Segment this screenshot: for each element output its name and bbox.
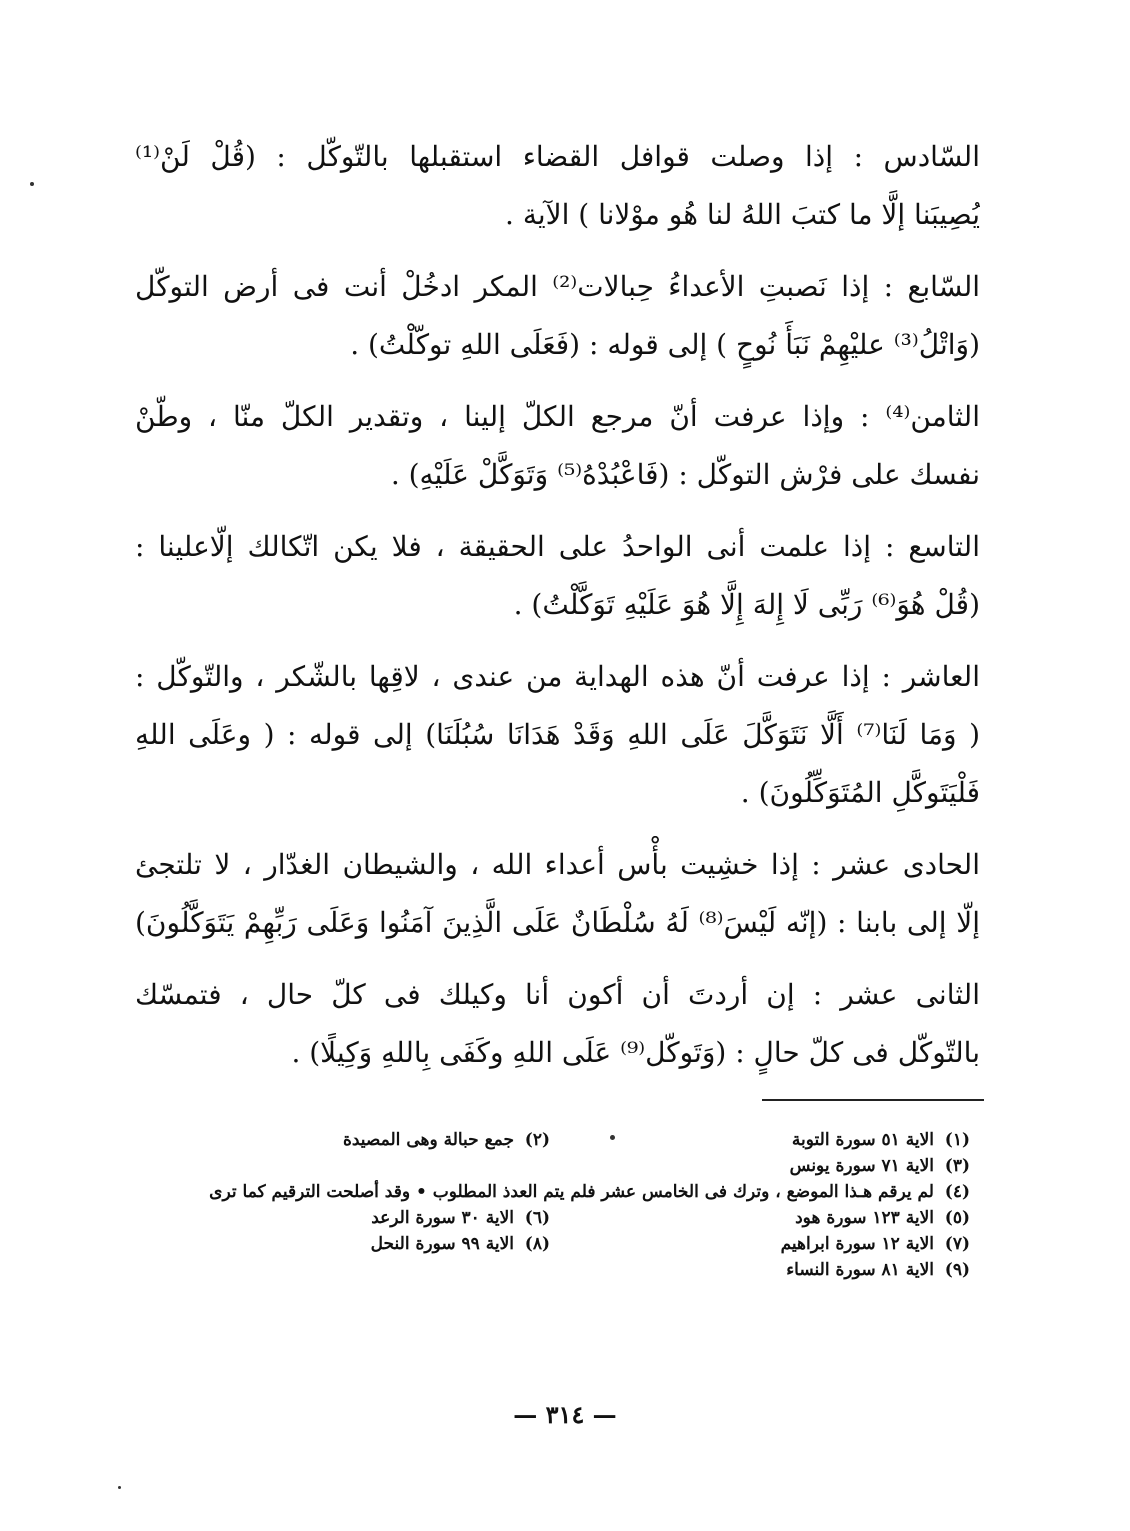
footnote-text: الاية ٥١ سورة التوبة — [791, 1130, 934, 1150]
text-line: بالتّوكّل فى كلّ حالٍ : (وَتَوكّل⁽⁹⁾ عَلَى اللهِ وكَفَى بِاللهِ وَكِيلًا) . — [291, 1036, 980, 1069]
main-text — [135, 128, 980, 1096]
footnote-row — [120, 1205, 970, 1231]
paragraph-7 — [135, 258, 980, 374]
footnote-3 — [550, 1153, 970, 1179]
footnote-8 — [130, 1231, 550, 1257]
footnote-text: جمع حبالة وهى المصيدة — [342, 1130, 514, 1150]
footnote-number: (٥) — [944, 1208, 970, 1228]
footnote-text: لم يرقم هـذا الموضع ، وترك فى الخامس عشر فلم يتم العدذ المطلوب • وقد أصلحت الترقيم كما ترى — [209, 1182, 934, 1202]
paragraph-12 — [135, 966, 980, 1082]
footnote-number: (٨) — [524, 1234, 550, 1254]
scan-speck — [118, 1486, 121, 1489]
paragraph-11 — [135, 836, 980, 952]
text-line: الحادى عشر : إذا خشِيت بأْس أعداء الله ، والشيطان الغدّار ، لا تلتجئ — [135, 848, 980, 881]
page-number: — ٣١٤ — — [513, 1400, 617, 1429]
footnote-5 — [550, 1205, 970, 1231]
text-line: السّابع : إذا نَصبتِ الأعداءُ حِبالات⁽²⁾ المكر ادخُلْ أنت فى أرض التوكّل — [135, 270, 980, 303]
text-line: العاشر : إذا عرفت أنّ هذه الهداية من عندى ، لاقِها بالشّكر ، والتّوكّل : — [135, 660, 980, 693]
text-line: إلّا إلى بابنا : (إنّه لَيْسَ⁽⁸⁾ لَهُ سُلْطَانٌ عَلَى الَّذِينَ آمَنُوا وَعَلَى رَبِّهِمْ يَتَوَكَّلُونَ) — [135, 906, 980, 939]
footnote-number: (٢) — [524, 1130, 550, 1150]
footnotes — [120, 1127, 970, 1283]
footnote-1 — [550, 1127, 970, 1153]
footnote-text: الاية ١٢٣ سورة هود — [795, 1208, 934, 1228]
footnote-number: (١) — [944, 1130, 970, 1150]
scan-speck — [610, 1135, 615, 1140]
footnote-row — [120, 1257, 970, 1283]
text-line: نفسك على فرْش التوكّل : (فَاعْبُدْهُ⁽⁵⁾ وَتَوَكَّلْ عَلَيْهِ) . — [390, 458, 980, 491]
paragraph-10 — [135, 648, 980, 822]
footnote-row — [120, 1231, 970, 1257]
text-line: السّادس : إذا وصلت قوافل القضاء استقبلها بالتّوكّل : (قُلْ لَنْ⁽¹⁾ — [135, 140, 980, 173]
paragraph-8 — [135, 388, 980, 504]
footnote-row — [120, 1127, 970, 1153]
footnote-text: الاية ٧١ سورة يونس — [789, 1156, 934, 1176]
paragraph-6 — [135, 128, 980, 244]
footnote-4 — [120, 1179, 970, 1205]
footnote-number: (٣) — [944, 1156, 970, 1176]
footnote-number: (٧) — [944, 1234, 970, 1254]
footnote-9 — [550, 1257, 970, 1283]
footnote-6 — [130, 1205, 550, 1231]
scan-speck — [30, 182, 34, 186]
paragraph-9 — [135, 518, 980, 634]
footnote-text: الاية ١٢ سورة ابراهيم — [780, 1234, 934, 1254]
footnote-number: (٦) — [524, 1208, 550, 1228]
footnote-text: الاية ٩٩ سورة النحل — [370, 1234, 514, 1254]
footnote-7 — [550, 1231, 970, 1257]
footnote-row — [120, 1153, 970, 1179]
text-line: (قُلْ هُوَ⁽⁶⁾ رَبِّى لَا إِلهَ إِلَّا هُوَ عَلَيْهِ تَوَكَّلْتُ) . — [513, 588, 980, 621]
footnote-text: الاية ٣٠ سورة الرعد — [371, 1208, 514, 1228]
footnote-text: الاية ٨١ سورة النساء — [786, 1260, 934, 1280]
text-line: (وَاتْلُ⁽³⁾ عليْهِمْ نَبَأَ نُوحٍ ) إلى قوله : (فَعَلَى اللهِ توكّلْتُ) . — [350, 328, 980, 361]
text-line: الثامن⁽⁴⁾ : وإذا عرفت أنّ مرجع الكلّ إلينا ، وتقدير الكلّ منّا ، وطّنْ — [135, 400, 980, 433]
footnote-number: (٩) — [944, 1260, 970, 1280]
text-line: فَلْيَتَوكَّلِ المُتَوَكِّلُونَ) . — [740, 776, 980, 809]
text-line: يُصِيبَنا إلَّا ما كتبَ اللهُ لنا هُو موْلانا ) الآية . — [505, 198, 980, 231]
footnote-number: (٤) — [944, 1182, 970, 1202]
text-line: التاسع : إذا علمت أنى الواحدُ على الحقيقة ، فلا يكن اتّكالك إلّاعلينا : — [135, 530, 980, 563]
text-line: الثانى عشر : إن أردتَ أن أكون أنا وكيلك فى كلّ حال ، فتمسّك — [135, 978, 980, 1011]
text-line: ( وَمَا لَنَا⁽⁷⁾ أَلَّا نَتَوَكَّلَ عَلَى اللهِ وَقَدْ هَدَانَا سُبُلَنَا) إلى قوله : ( وعَلَى اللهِ — [135, 718, 980, 751]
footnote-divider — [762, 1099, 984, 1101]
footnote-2 — [130, 1127, 550, 1153]
